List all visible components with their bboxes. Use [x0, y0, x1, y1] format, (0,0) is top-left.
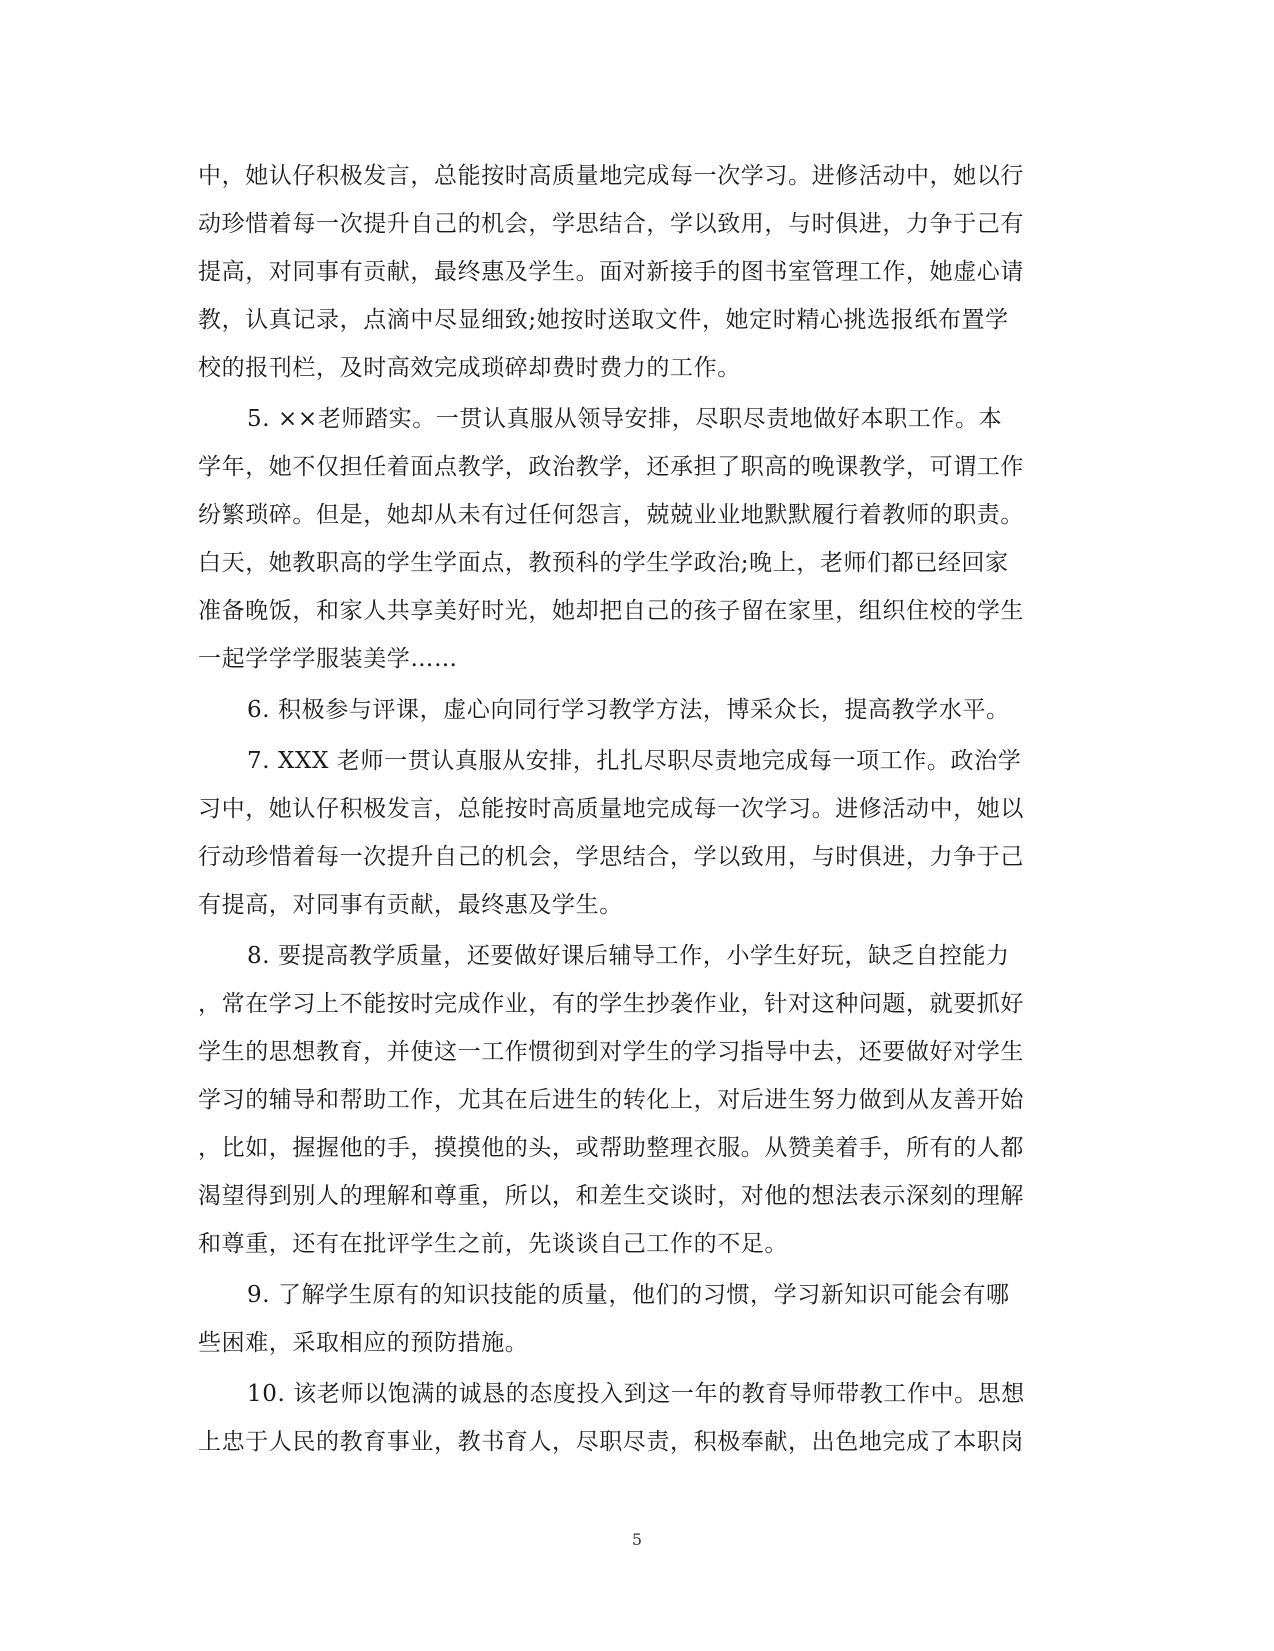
text-line: 8. 要提高教学质量，还要做好课后辅导工作，小学生好玩，缺乏自控能力 [247, 943, 1010, 969]
page-number: 5 [631, 1530, 643, 1549]
text-line: 6. 积极参与评课，虚心向同行学习教学方法，博采众长，提高教学水平。 [247, 697, 1010, 723]
text-line: 10. 该老师以饱满的诚恳的态度投入到这一年的教育导师带教工作中。思想 [247, 1381, 1025, 1407]
paragraph-continued [198, 152, 1078, 392]
paragraph-item-9 [198, 1271, 1078, 1367]
text-line: 9. 了解学生原有的知识技能的质量，他们的习惯，学习新知识可能会有哪 [247, 1282, 1010, 1308]
paragraph-item-5 [198, 395, 1078, 683]
text-line: 一起学学学服装美学…… [198, 646, 458, 672]
text-line: 5. ××老师踏实。一贯认真服从领导安排，尽职尽责地做好本职工作。本 [247, 406, 1003, 432]
text-line: 教，认真记录，点滴中尽显细致;她按时送取文件，她定时精心挑选报纸布置学 [198, 307, 1009, 333]
text-line: 提高，对同事有贡献，最终惠及学生。面对新接手的图书室管理工作，她虚心请 [198, 259, 1024, 285]
body-text [198, 152, 1078, 1469]
paragraph-item-10 [198, 1370, 1078, 1466]
paragraph-item-7 [198, 737, 1078, 929]
text-line: 纷繁琐碎。但是，她却从未有过任何怨言，兢兢业业地默默履行着教师的职责。 [198, 502, 1024, 528]
paragraph-item-8 [198, 932, 1078, 1268]
text-line: 行动珍惜着每一次提升自己的机会，学思结合，学以致用，与时俱进，力争于己 [198, 844, 1024, 870]
text-line: 和尊重，还有在批评学生之前，先谈谈自己工作的不足。 [198, 1231, 788, 1257]
text-line: 中，她认仔积极发言，总能按时高质量地完成每一次学习。进修活动中，她以行 [198, 163, 1024, 189]
text-line: ，常在学习上不能按时完成作业，有的学生抄袭作业，针对这种问题，就要抓好 [198, 991, 1024, 1017]
text-line: 些困难，采取相应的预防措施。 [198, 1330, 529, 1356]
text-line: 上忠于人民的教育事业，教书育人，尽职尽责，积极奉献，出色地完成了本职岗 [198, 1429, 1024, 1455]
text-line: 学生的思想教育，并使这一工作惯彻到对学生的学习指导中去，还要做好对学生 [198, 1039, 1024, 1065]
text-line: 学年，她不仅担任着面点教学，政治教学，还承担了职高的晚课教学，可谓工作 [198, 454, 1024, 480]
text-line: 学习的辅导和帮助工作，尤其在后进生的转化上，对后进生努力做到从友善开始 [198, 1087, 1024, 1113]
text-line: 习中，她认仔积极发言，总能按时高质量地完成每一次学习。进修活动中，她以 [198, 796, 1024, 822]
paragraph-item-6 [198, 686, 1078, 734]
text-line: 白天，她教职高的学生学面点，教预科的学生学政治;晚上，老师们都已经回家 [198, 550, 1009, 576]
text-line: 动珍惜着每一次提升自己的机会，学思结合，学以致用，与时俱进，力争于己有 [198, 211, 1024, 237]
text-line: 准备晚饭，和家人共享美好时光，她却把自己的孩子留在家里，组织住校的学生 [198, 598, 1024, 624]
text-line: 7. XXX 老师一贯认真服从安排，扎扎尽职尽责地完成每一项工作。政治学 [247, 748, 1022, 774]
text-line: 校的报刊栏，及时高效完成琐碎却费时费力的工作。 [198, 355, 741, 381]
text-line: ，比如，握握他的手，摸摸他的头，或帮助整理衣服。从赞美着手，所有的人都 [198, 1135, 1024, 1161]
text-line: 渴望得到别人的理解和尊重，所以，和差生交谈时，对他的想法表示深刻的理解 [198, 1183, 1024, 1209]
text-line: 有提高，对同事有贡献，最终惠及学生。 [198, 892, 623, 918]
